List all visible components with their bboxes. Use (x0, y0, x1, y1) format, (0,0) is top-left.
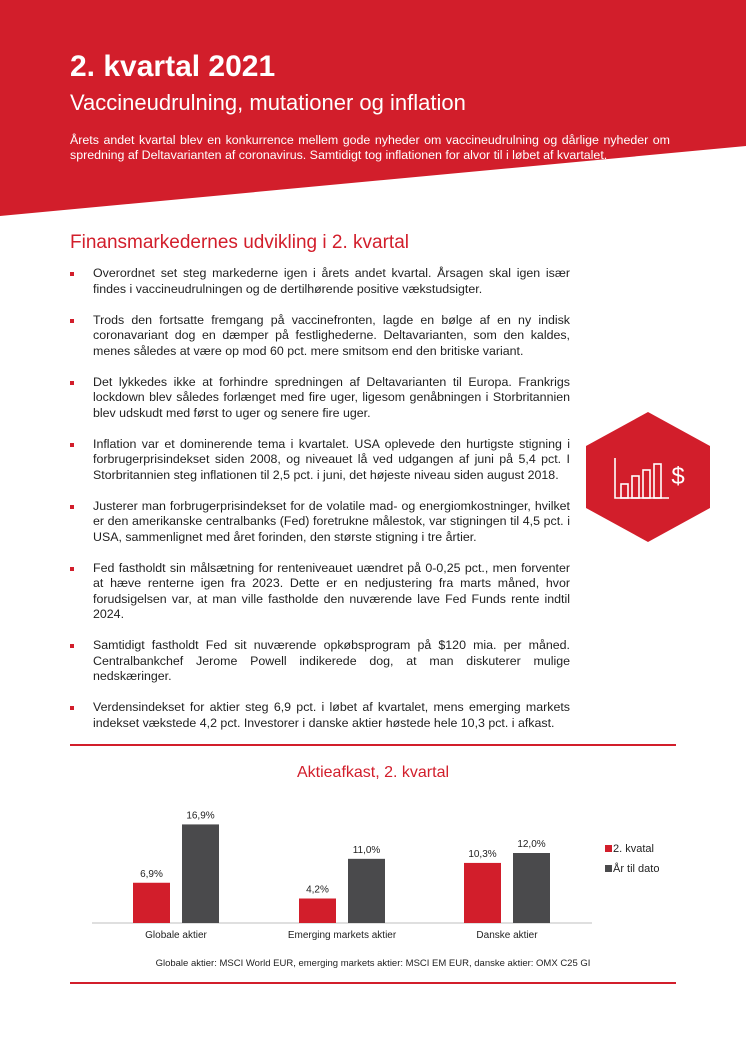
section-title: Finansmarkedernes udvikling i 2. kvartal (70, 232, 409, 253)
bullet-item (70, 437, 570, 484)
bullet-item (70, 313, 570, 360)
bullet-item (70, 266, 570, 297)
bullet-text: Overordnet set steg markederne igen i årets andet kvartal. Årsagen skal igen især findes i vaccineudrulningen og de dertilhørende positive vækstudsigter. (93, 266, 570, 296)
category-label: Emerging markets aktier (287, 930, 397, 941)
bar-aar-til-dato (182, 824, 219, 923)
bullet-text: Verdensindekset for aktier steg 6,9 pct. i løbet af kvartalet, mens emerging markets indekset vækstede 4,2 pct. Investorer i danske aktier høstede hele 10,3 pct. i afkast. (93, 700, 570, 730)
bullet-marker (70, 272, 74, 276)
page-title: 2. kvartal 2021 (70, 50, 276, 83)
bullet-item (70, 638, 570, 685)
bullet-text: Fed fastholdt sin målsætning for renteniveauet uændret på 0-0,25 pct., men forventer at hæve renterne igen fra 2023. Dette er en nedjustering fra marts måned, hvor forudsigelsen var, at man ville fastholde den nuværende lave Fed Funds rente indtil 2024. (93, 560, 570, 621)
bullet-item (70, 375, 570, 422)
header-banner (0, 0, 746, 218)
bullet-marker (70, 567, 74, 571)
bullet-text: Inflation var et dominerende tema i kvartalet. USA oplevede den hurtigste stigning i forbrugerprisindekset siden 2008, og niveauet lå ved udgangen af juni på 5,4 pct. I Storbritannien steg inflationen til 2,5 pct. i juni, det højeste niveau siden august 2018. (93, 436, 570, 482)
bullet-item (70, 561, 570, 623)
dollar-sign: $ (671, 463, 685, 490)
chart-source: Globale aktier: MSCI World EUR, emerging markets aktier: MSCI EM EUR, danske aktier: OMX C25 GI (155, 958, 591, 969)
chart-top-rule (70, 744, 676, 746)
bar-aar-til-dato (348, 859, 385, 923)
category-label: Danske aktier (476, 930, 538, 941)
bar-kvartal (133, 883, 170, 923)
bar-value-label: 11,0% (352, 844, 381, 856)
bullet-marker (70, 381, 74, 385)
chart-title: Aktieafkast, 2. kvartal (296, 764, 450, 781)
chart-bottom-rule (70, 982, 676, 984)
bar-kvartal (299, 899, 336, 924)
category-label: Globale aktier (145, 930, 207, 941)
bar-value-label: 12,0% (517, 839, 546, 850)
bullet-marker (70, 706, 74, 710)
bullet-item (70, 499, 570, 546)
legend-label: År til dato (613, 863, 660, 875)
chart-area (70, 790, 676, 952)
bar-value-label: 10,3% (468, 848, 497, 860)
bullet-marker (70, 505, 74, 509)
bar-value-label: 6,9% (140, 868, 163, 880)
legend-swatch (605, 865, 612, 872)
bullet-marker (70, 644, 74, 648)
legend-swatch (605, 845, 612, 852)
bullet-text: Det lykkedes ikke at forhindre spredningen af Deltavarianten til Europa. Frankrigs lockdown blev således forlænget med fire uger, ligesom genåbningen i Storbritannien blev udskudt med først to uger og senere fire uger. (93, 374, 570, 420)
page-subtitle: Vaccineudrulning, mutationer og inflation (70, 90, 466, 115)
bullet-text: Trods den fortsatte fremgang på vaccinefronten, lagde en bølge af en ny indisk coronavariant dog en dæmper på festlighederne. Deltavarianten, som den kaldes, menes således at være op mod 60 pct. mere smitsom end den britiske variant. (93, 312, 570, 358)
bar-value-label: 16,9% (186, 810, 215, 822)
bar-chart-dollar-icon (583, 410, 713, 544)
legend-label: 2. kvatal (613, 843, 654, 855)
bar-kvartal (464, 863, 501, 923)
bar-aar-til-dato (513, 853, 550, 923)
bar-value-label: 4,2% (306, 884, 329, 896)
bullet-text: Justerer man forbrugerprisindekset for de volatile mad- og energiomkostninger, hvilket er den amerikanske centralbanks (Fed) foretrukne målestok, var stigningen til 4,5 pct. i USA, sammenlignet med året forinden, den største stigning i tre årtier. (93, 498, 570, 544)
bullet-marker (70, 319, 74, 323)
bullet-list (70, 266, 570, 747)
bullet-text: Samtidigt fastholdt Fed sit nuværende opkøbsprogram på $120 mia. per måned. Centralbankchef Jerome Powell indikerede dog, at man diskuterer mulige nedskæringer. (93, 638, 570, 683)
intro-paragraph: Årets andet kvartal blev en konkurrence mellem gode nyheder om vaccineudrulning og dårlige nyheder om spredning af Deltavarianten af coronavirus. Samtidigt tog inflationen for alvor til i løbet af kvartalet. (70, 133, 670, 162)
bullet-marker (70, 443, 74, 447)
bullet-item (70, 700, 570, 731)
